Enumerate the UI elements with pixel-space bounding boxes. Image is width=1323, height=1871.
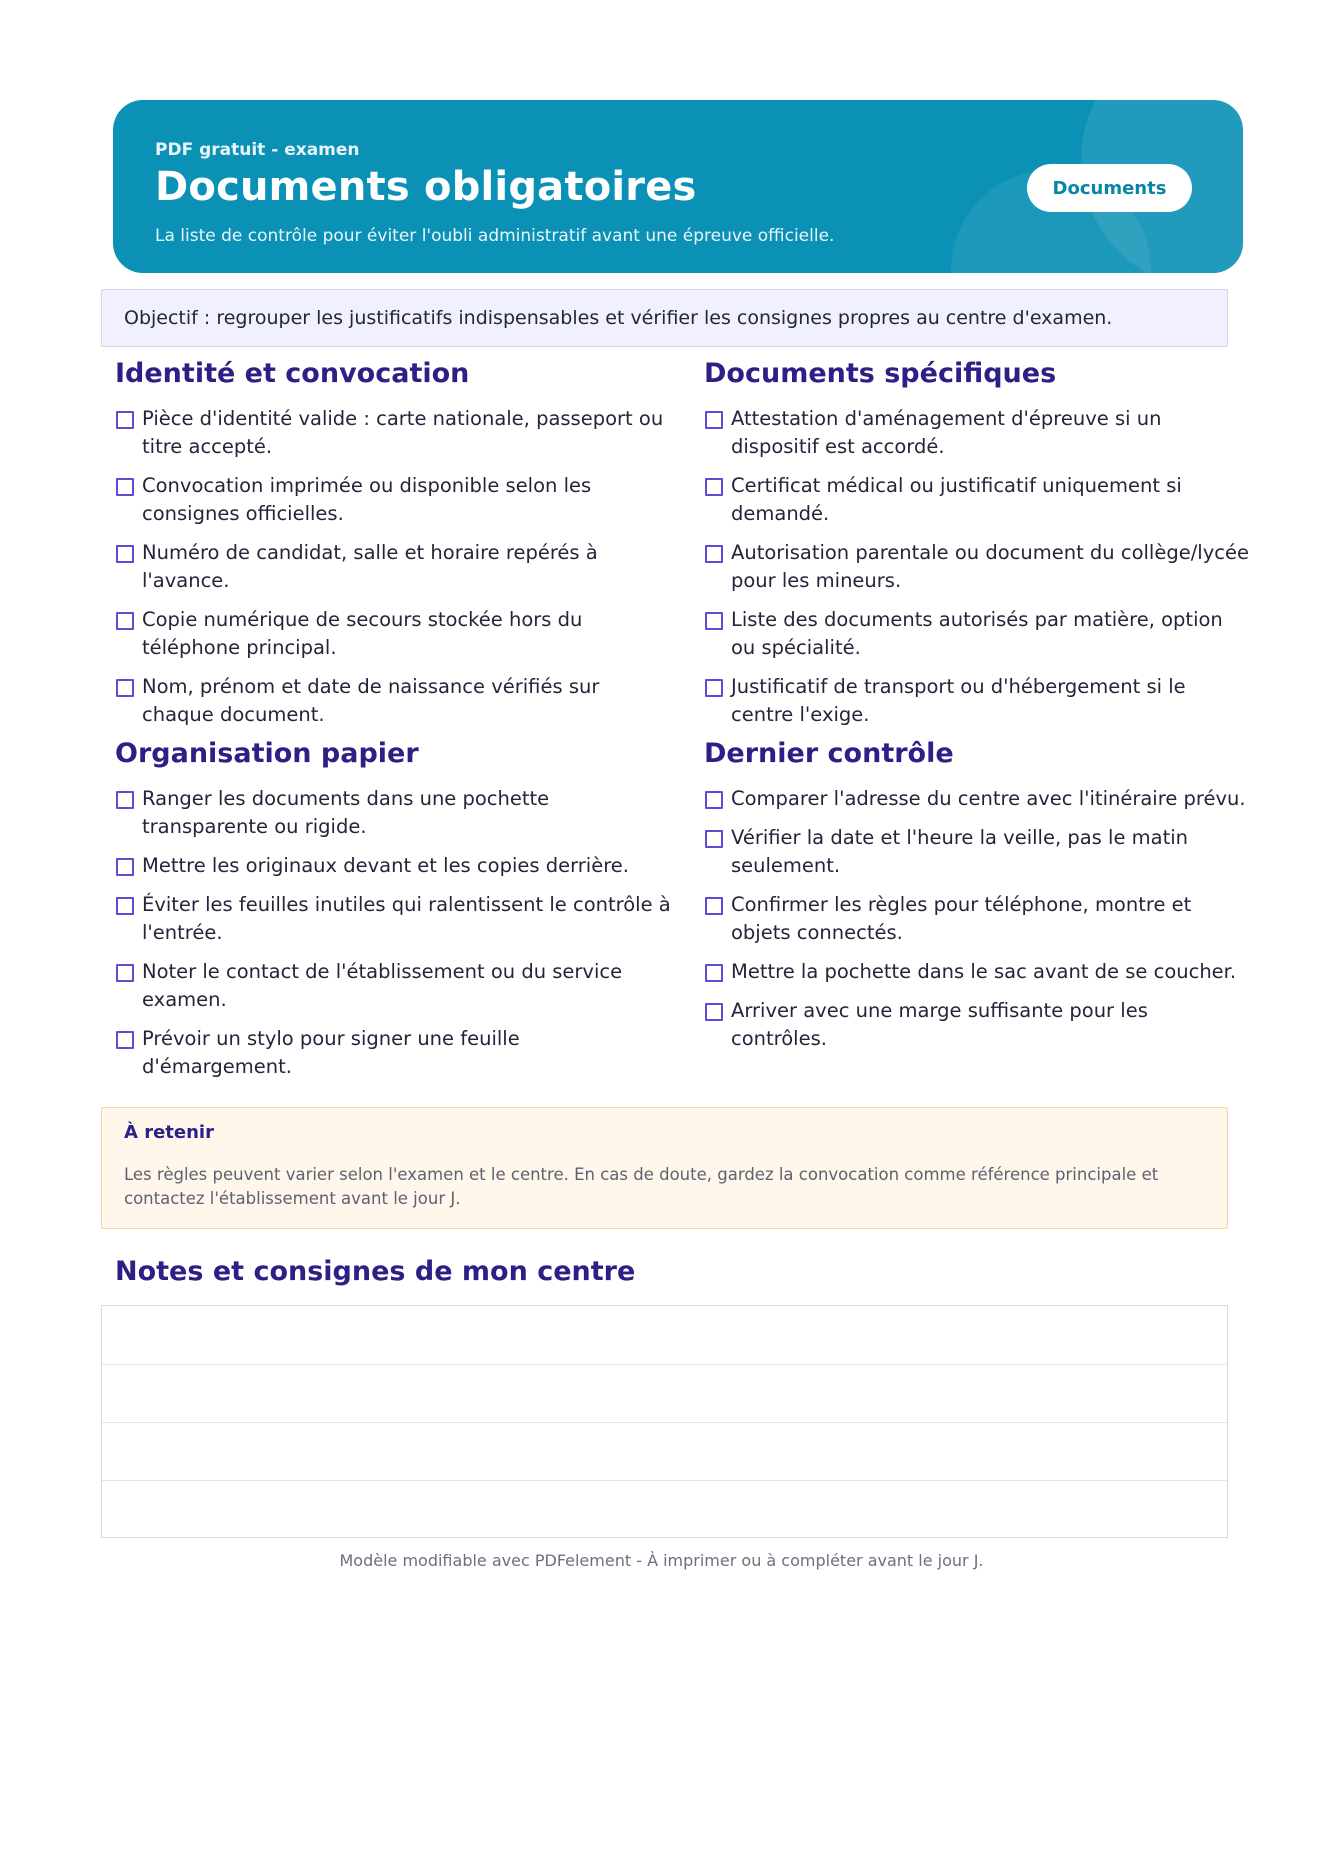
notes-title: Notes et consignes de mon centre — [115, 1256, 636, 1287]
checkbox[interactable] — [705, 411, 723, 429]
item-label: Attestation d'aménagement d'épreuve si un dispositif est accordé. — [731, 407, 1162, 458]
checkbox[interactable] — [705, 612, 723, 630]
checkbox[interactable] — [116, 858, 134, 876]
page-subtitle: La liste de contrôle pour éviter l'oubli administratif avant une épreuve officielle. — [155, 226, 835, 246]
checkbox[interactable] — [705, 478, 723, 496]
item-label: Comparer l'adresse du centre avec l'itinéraire prévu. — [731, 787, 1246, 810]
header-eyebrow: PDF gratuit - examen — [155, 140, 360, 160]
checklist-item[interactable] — [115, 673, 675, 729]
category-badge: Documents — [1027, 164, 1192, 212]
checkbox[interactable] — [705, 791, 723, 809]
checklist-item[interactable] — [704, 472, 1249, 528]
checkbox[interactable] — [705, 964, 723, 982]
checklist-item[interactable] — [115, 852, 675, 880]
checklist-item[interactable] — [704, 606, 1249, 662]
item-label: Noter le contact de l'établissement ou du service examen. — [142, 960, 623, 1011]
retain-callout — [101, 1107, 1228, 1229]
checkbox[interactable] — [116, 411, 134, 429]
item-label: Vérifier la date et l'heure la veille, pas le matin seulement. — [731, 826, 1189, 877]
checklist-item[interactable] — [115, 958, 675, 1014]
item-label: Liste des documents autorisés par matière, option ou spécialité. — [731, 608, 1223, 659]
item-label: Éviter les feuilles inutiles qui ralentissent le contrôle à l'entrée. — [142, 893, 671, 944]
notes-line — [102, 1422, 1227, 1423]
section-title: Identité et convocation — [115, 358, 470, 389]
item-label: Nom, prénom et date de naissance vérifiés sur chaque document. — [142, 675, 600, 726]
checklist-item[interactable] — [115, 472, 675, 528]
item-label: Pièce d'identité valide : carte nationale, passeport ou titre accepté. — [142, 407, 664, 458]
checkbox[interactable] — [705, 545, 723, 563]
checklist-item[interactable] — [704, 958, 1249, 986]
header-banner — [113, 100, 1243, 273]
page-title: Documents obligatoires — [155, 164, 697, 210]
checklist-item[interactable] — [115, 405, 675, 461]
section-documents-specifiques — [704, 358, 1249, 740]
checkbox[interactable] — [116, 679, 134, 697]
item-label: Mettre les originaux devant et les copies derrière. — [142, 854, 629, 877]
section-title: Organisation papier — [115, 738, 419, 769]
section-title: Documents spécifiques — [704, 358, 1057, 389]
checklist-item[interactable] — [704, 673, 1249, 729]
item-label: Numéro de candidat, salle et horaire repérés à l'avance. — [142, 541, 598, 592]
retain-title: À retenir — [124, 1122, 214, 1143]
checkbox[interactable] — [116, 897, 134, 915]
checklist-item[interactable] — [115, 606, 675, 662]
checkbox[interactable] — [116, 612, 134, 630]
item-label: Autorisation parentale ou document du collège/lycée pour les mineurs. — [731, 541, 1249, 592]
item-label: Confirmer les règles pour téléphone, montre et objets connectés. — [731, 893, 1192, 944]
objective-box: Objectif : regrouper les justificatifs indispensables et vérifier les consignes propres au centre d'examen. — [101, 289, 1228, 347]
checkbox[interactable] — [116, 478, 134, 496]
retain-text: Les règles peuvent varier selon l'examen et le centre. En cas de doute, gardez la convocation comme référence principale et contactez l'établissement avant le jour J. — [124, 1165, 1159, 1208]
checklist-item[interactable] — [115, 1025, 675, 1081]
checkbox[interactable] — [705, 1003, 723, 1021]
item-label: Ranger les documents dans une pochette transparente ou rigide. — [142, 787, 550, 838]
checklist-item[interactable] — [704, 824, 1249, 880]
item-label: Prévoir un stylo pour signer une feuille d'émargement. — [142, 1027, 520, 1078]
section-identite — [115, 358, 675, 740]
checkbox[interactable] — [116, 964, 134, 982]
checklist-item[interactable] — [115, 785, 675, 841]
checkbox[interactable] — [116, 791, 134, 809]
notes-area[interactable] — [101, 1305, 1228, 1538]
checklist-item[interactable] — [704, 539, 1249, 595]
checkbox[interactable] — [116, 1031, 134, 1049]
checklist-item[interactable] — [115, 539, 675, 595]
page-footer: Modèle modifiable avec PDFelement - À imprimer ou à compléter avant le jour J. — [339, 1551, 984, 1570]
checklist-item[interactable] — [704, 997, 1249, 1053]
checklist-item[interactable] — [115, 891, 675, 947]
checklist-item[interactable] — [704, 891, 1249, 947]
item-label: Convocation imprimée ou disponible selon les consignes officielles. — [142, 474, 592, 525]
checkbox[interactable] — [705, 897, 723, 915]
checkbox[interactable] — [705, 830, 723, 848]
item-label: Mettre la pochette dans le sac avant de se coucher. — [731, 960, 1237, 983]
checklist-item[interactable] — [704, 405, 1249, 461]
checklist-item[interactable] — [704, 785, 1249, 813]
notes-line — [102, 1364, 1227, 1365]
section-dernier-controle — [704, 738, 1249, 1064]
notes-line — [102, 1480, 1227, 1481]
section-organisation — [115, 738, 675, 1092]
checkbox[interactable] — [116, 545, 134, 563]
item-label: Certificat médical ou justificatif uniquement si demandé. — [731, 474, 1182, 525]
item-label: Justificatif de transport ou d'hébergement si le centre l'exige. — [731, 675, 1186, 726]
item-label: Arriver avec une marge suffisante pour les contrôles. — [731, 999, 1148, 1050]
item-label: Copie numérique de secours stockée hors du téléphone principal. — [142, 608, 583, 659]
section-title: Dernier contrôle — [704, 738, 954, 769]
checkbox[interactable] — [705, 679, 723, 697]
